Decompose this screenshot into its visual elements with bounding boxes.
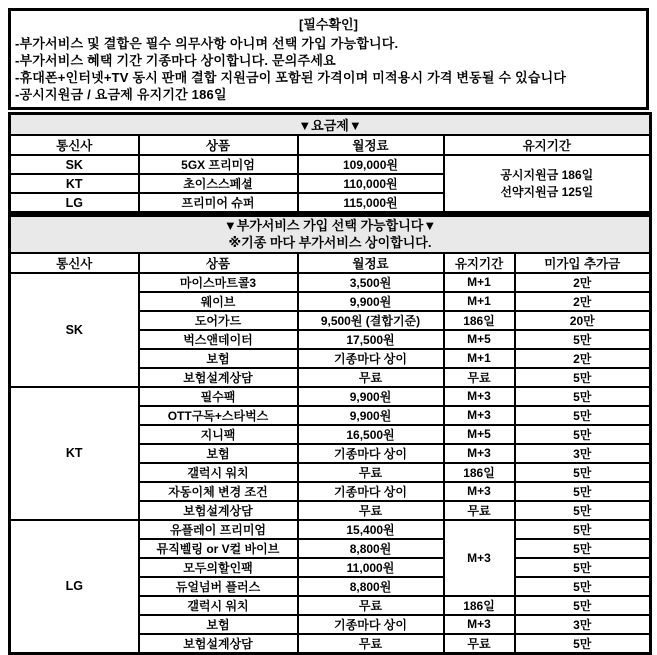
product-cell: 유플레이 프리미엄	[139, 520, 298, 539]
maintain-cell: M+3	[444, 387, 515, 406]
product-cell: 초이스스페셜	[139, 174, 298, 193]
product-cell: 보험	[139, 615, 298, 634]
addons-header-price: 월정료	[298, 253, 444, 273]
addons-banner-line2: ※기종 마다 부가서비스 상이합니다.	[228, 235, 432, 251]
product-cell: 갤럭시 워치	[139, 463, 298, 482]
maintain-cell: 무료	[444, 634, 515, 654]
extra-fee-cell: 5만	[515, 463, 651, 482]
plans-header-product: 상품	[139, 135, 298, 155]
product-cell: 뮤직벨링 or V컬 바이브	[139, 539, 298, 558]
product-cell: 지니팩	[139, 425, 298, 444]
addons-row	[10, 520, 651, 539]
extra-fee-cell: 2만	[515, 292, 651, 311]
plans-header-row	[10, 135, 651, 155]
maintain-cell: M+5	[444, 425, 515, 444]
product-cell: 5GX 프리미엄	[139, 155, 298, 174]
extra-fee-cell: 5만	[515, 406, 651, 425]
extra-fee-cell: 5만	[515, 596, 651, 615]
extra-fee-cell: 20만	[515, 311, 651, 330]
maintain-cell: M+3	[444, 520, 515, 596]
notice-line: -부가서비스 혜택 기간 기종마다 상이합니다. 문의주세요	[15, 53, 336, 68]
maintain-cell: M+3	[444, 444, 515, 463]
price-cell: 9,900원	[298, 387, 444, 406]
maintain-cell: 186일	[444, 311, 515, 330]
plans-table	[8, 112, 652, 214]
extra-fee-cell: 3만	[515, 444, 651, 463]
price-cell: 9,500원 (결합기준)	[298, 311, 444, 330]
plans-header-price: 월정료	[298, 135, 444, 155]
addons-header-row	[10, 253, 651, 273]
notice-box	[8, 8, 649, 110]
price-cell: 9,900원	[298, 406, 444, 425]
extra-fee-cell: 5만	[515, 520, 651, 539]
maintain-line: 선약지원금 125일	[500, 184, 594, 199]
extra-fee-cell: 5만	[515, 558, 651, 577]
addons-header-product: 상품	[139, 253, 298, 273]
product-cell: 필수팩	[139, 387, 298, 406]
price-cell: 16,500원	[298, 425, 444, 444]
maintain-cell: M+5	[444, 330, 515, 349]
price-cell: 17,500원	[298, 330, 444, 349]
maintain-cell: 186일	[444, 596, 515, 615]
price-cell: 15,400원	[298, 520, 444, 539]
extra-fee-cell: 5만	[515, 634, 651, 654]
price-cell: 3,500원	[298, 273, 444, 292]
product-cell: 도어가드	[139, 311, 298, 330]
product-cell: 듀얼넘버 플러스	[139, 577, 298, 596]
extra-fee-cell: 5만	[515, 577, 651, 596]
addons-header-maintain: 유지기간	[444, 253, 515, 273]
maintain-cell: M+1	[444, 292, 515, 311]
addons-banner-line1: ▼부가서비스 가입 선택 가능합니다▼	[223, 218, 437, 234]
extra-fee-cell: 5만	[515, 368, 651, 387]
notice-title: [필수확인]	[299, 17, 358, 32]
price-cell: 8,800원	[298, 577, 444, 596]
extra-fee-cell: 5만	[515, 482, 651, 501]
price-cell: 8,800원	[298, 539, 444, 558]
product-cell: 갤럭시 워치	[139, 596, 298, 615]
carrier-cell: LG	[10, 520, 139, 654]
price-cell: 기종마다 상이	[298, 482, 444, 501]
maintain-cell: M+3	[444, 406, 515, 425]
carrier-cell: SK	[10, 273, 139, 387]
extra-fee-cell: 5만	[515, 387, 651, 406]
maintain-cell: M+1	[444, 349, 515, 368]
notice-line: -부가서비스 및 결합은 필수 의무사항 아니며 선택 가입 가능합니다.	[15, 36, 399, 51]
extra-fee-cell: 2만	[515, 273, 651, 292]
extra-fee-cell: 5만	[515, 330, 651, 349]
product-cell: 벅스앤데이터	[139, 330, 298, 349]
addons-row	[10, 273, 651, 292]
maintain-line: 공시지원금 186일	[500, 167, 594, 182]
product-cell: 보험	[139, 444, 298, 463]
plans-header-carrier: 통신사	[10, 135, 139, 155]
plans-row-sk	[10, 155, 651, 174]
price-cell: 기종마다 상이	[298, 444, 444, 463]
extra-fee-cell: 2만	[515, 349, 651, 368]
product-cell: 보험설계상담	[139, 368, 298, 387]
addons-header-carrier: 통신사	[10, 253, 139, 273]
carrier-cell: KT	[10, 387, 139, 520]
addons-banner-row	[10, 216, 651, 253]
addons-table	[8, 214, 652, 655]
notice-line: -공시지원금 / 요금제 유지기간 186일	[15, 87, 227, 102]
extra-fee-cell: 5만	[515, 501, 651, 520]
price-cell: 110,000원	[298, 174, 444, 193]
price-cell: 무료	[298, 501, 444, 520]
maintain-cell: M+3	[444, 615, 515, 634]
product-cell: 모두의할인팩	[139, 558, 298, 577]
product-cell: 마이스마트콜3	[139, 273, 298, 292]
price-cell: 무료	[298, 463, 444, 482]
product-cell: 보험설계상담	[139, 634, 298, 654]
carrier-cell: LG	[10, 193, 139, 213]
product-cell: 웨이브	[139, 292, 298, 311]
price-cell: 무료	[298, 368, 444, 387]
price-cell: 기종마다 상이	[298, 615, 444, 634]
price-cell: 109,000원	[298, 155, 444, 174]
plans-banner-row	[10, 114, 651, 136]
extra-fee-cell: 3만	[515, 615, 651, 634]
price-cell: 무료	[298, 596, 444, 615]
addons-header-extra-fee: 미가입 추가금	[515, 253, 651, 273]
product-cell: 보험설계상담	[139, 501, 298, 520]
notice-line: -휴대폰+인터넷+TV 동시 판매 결합 지원금이 포함된 가격이며 미적용시 가격 변동될 수 있습니다	[15, 70, 567, 85]
maintain-cell: M+1	[444, 273, 515, 292]
addons-banner	[10, 216, 651, 253]
carrier-cell: SK	[10, 155, 139, 174]
maintain-cell: M+3	[444, 482, 515, 501]
plans-header-maintain: 유지기간	[444, 135, 651, 155]
maintain-cell	[444, 155, 651, 213]
maintain-cell: 186일	[444, 463, 515, 482]
product-cell: 자동이체 변경 조건	[139, 482, 298, 501]
product-cell: 프리미어 슈퍼	[139, 193, 298, 213]
price-cell: 11,000원	[298, 558, 444, 577]
maintain-cell: 무료	[444, 501, 515, 520]
maintain-cell: 무료	[444, 368, 515, 387]
price-cell: 9,900원	[298, 292, 444, 311]
extra-fee-cell: 5만	[515, 425, 651, 444]
price-cell: 115,000원	[298, 193, 444, 213]
price-cell: 기종마다 상이	[298, 349, 444, 368]
product-cell: 보험	[139, 349, 298, 368]
price-cell: 무료	[298, 634, 444, 654]
extra-fee-cell: 5만	[515, 539, 651, 558]
product-cell: OTT구독+스타벅스	[139, 406, 298, 425]
carrier-cell: KT	[10, 174, 139, 193]
addons-row	[10, 387, 651, 406]
plans-banner: ▼요금제▼	[10, 114, 651, 136]
